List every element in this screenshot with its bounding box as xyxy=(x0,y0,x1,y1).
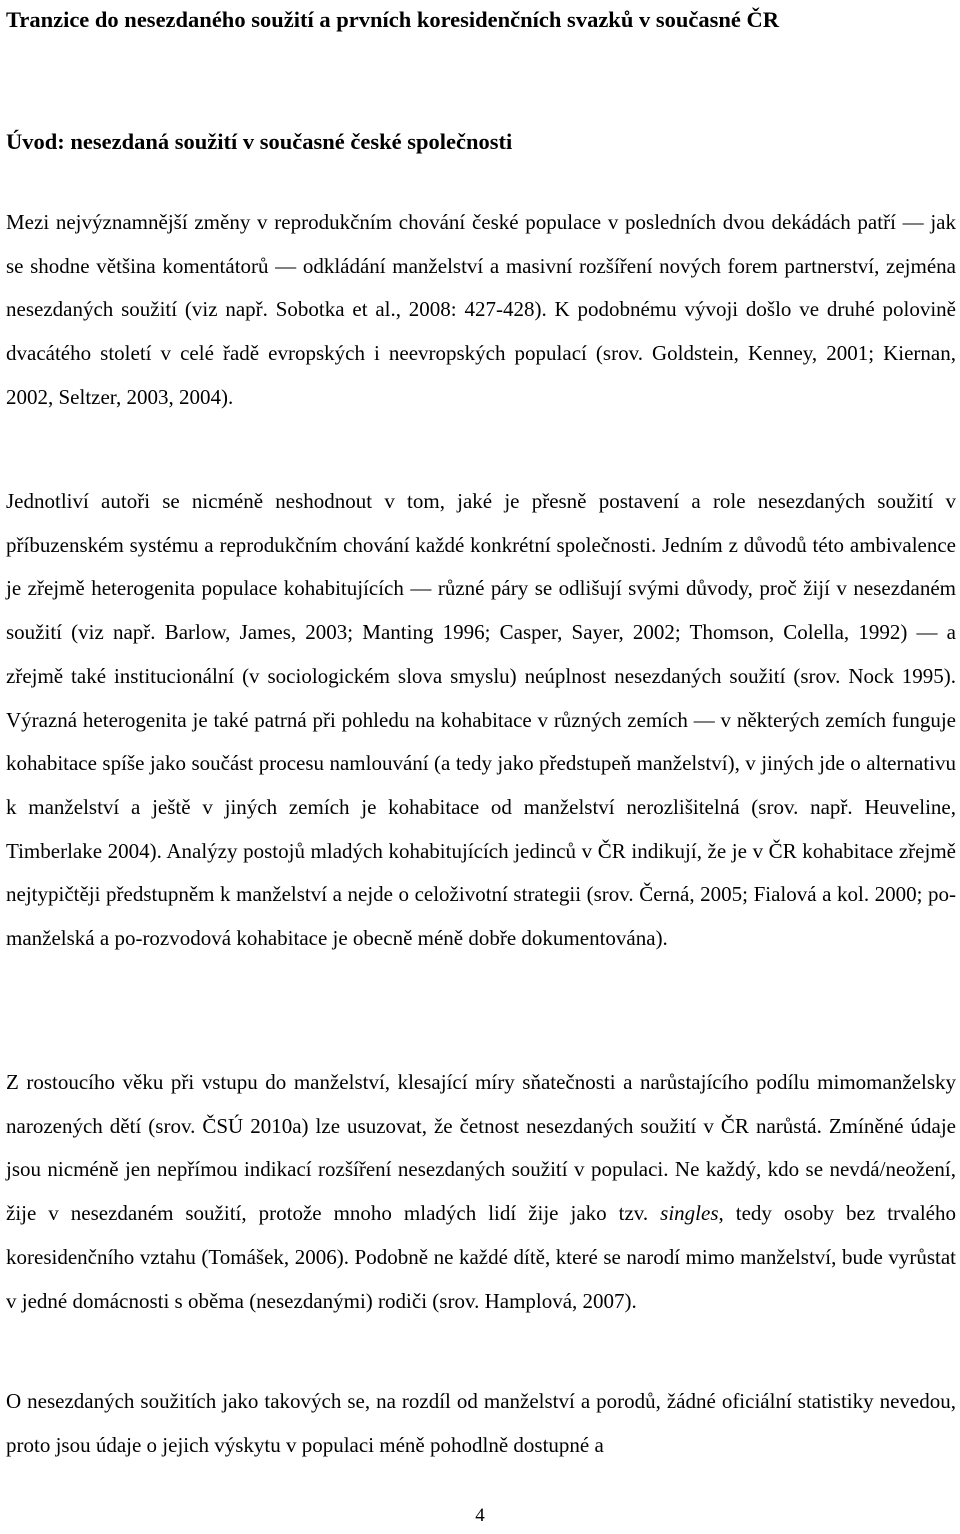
paragraph-2: Jednotliví autoři se nicméně neshodnout v tom, jaké je přesně postavení a role nesezdaných soužití v příbuzenském systému a reprodukčním chování každé konkrétní společnosti. Jedním z důvodů této ambivalence je zřejmě heterogenita populace kohabitujících — různé páry se odlišují svými důvody, proč žijí v nesezdaném soužití (viz např. Barlow, James, 2003; Manting 1996; Casper, Sayer, 2002; Thomson, Colella, 1992) — a zřejmě také institucionální (v sociologickém slova smyslu) neúplnost nesezdaných soužití (srov. Nock 1995). Výrazná heterogenita je také patrná při pohledu na kohabitace v různých zemích — v některých zemích funguje kohabitace spíše jako součást procesu namlouvání (a tedy jako předstupeň manželství), v jiných jde o alternativu k manželství a ještě v jiných zemích je kohabitace od manželství nerozlišitelná (srov. např. Heuveline, Timberlake 2004). Analýzy postojů mladých kohabitujících jedinců v ČR indikují, že je v ČR kohabitace zřejmě nejtypičtěji předstupněm k manželství a nejde o celoživotní strategii (srov. Černá, 2005; Fialová a kol. 2000; po-manželská a po-rozvodová kohabitace je obecně méně dobře dokumentována). xyxy=(6,489,956,951)
paragraph-3 xyxy=(6,1061,956,1323)
document-title: Tranzice do nesezdaného soužití a prvních koresidenčních svazků v současné ČR xyxy=(6,7,779,32)
paragraph-3-text-start: Z rostoucího věku při vstupu do manželství, klesající míry sňatečnosti a narůstajícího podílu mimomanželsky narozených dětí (srov. ČSÚ 2010a) lze usuzovat, že četnost nesezdaných soužití v ČR narůstá. Zmíněné údaje jsou nicméně jen nepřímou indikací rozšíření nesezdaných soužití v populaci. Ne každý, kdo se nevdá/neožení, žije v nesezdaném soužití, protože mnoho mladých lidí žije jako tzv. xyxy=(6,1070,956,1226)
page-number: 4 xyxy=(475,1505,485,1526)
section-heading: Úvod: nesezdaná soužití v současné české společnosti xyxy=(6,129,513,154)
paragraph-4: O nesezdaných soužitích jako takových se, na rozdíl od manželství a porodů, žádné oficiální statistiky nevedou, proto jsou údaje o jejich výskytu v populaci méně pohodlně dostupné a xyxy=(6,1389,956,1457)
paragraph-1: Mezi nejvýznamnější změny v reprodukčním chování české populace v posledních dvou dekádách patří — jak se shodne většina komentátorů — odkládání manželství a masivní rozšíření nových forem partnerství, zejména nesezdaných soužití (viz např. Sobotka et al., 2008: 427-428). K podobnému vývoji došlo ve druhé polovině dvacátého století v celé řadě evropských i neevropských populací (srov. Goldstein, Kenney, 2001; Kiernan, 2002, Seltzer, 2003, 2004). xyxy=(6,210,956,409)
paragraph-3-text-end: , tedy osoby bez trvalého koresidenčního vztahu (Tomášek, 2006). Podobně ne každé dítě, které se narodí mimo manželství, bude vyrůstat v jedné domácnosti s oběma (nesezdanými) rodiči (srov. Hamplová, 2007). xyxy=(6,1201,956,1313)
paragraph-3-italic-term: singles xyxy=(660,1201,719,1226)
